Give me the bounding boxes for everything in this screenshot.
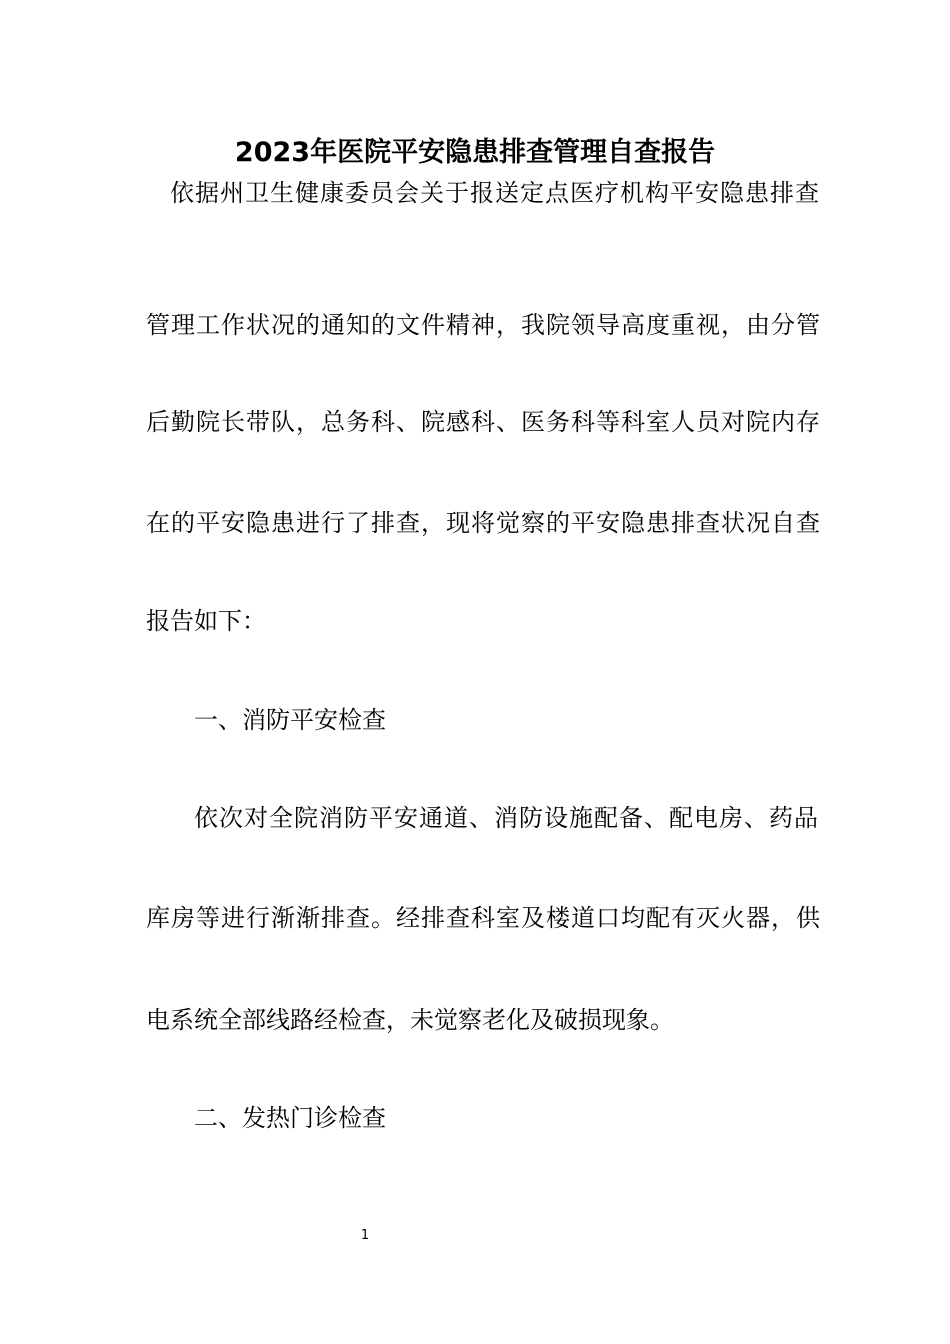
paragraph-line: 依据州卫生健康委员会关于报送定点医疗机构平安隐患排查 [170,179,820,207]
section-heading: 一、消防平安检查 [194,706,386,734]
paragraph-line: 电系统全部线路经检查，未觉察老化及破损现象。 [146,1006,674,1034]
paragraph-line: 管理工作状况的通知的文件精神，我院领导高度重视，由分管 [146,311,821,339]
section-heading: 二、发热门诊检查 [194,1104,386,1132]
paragraph-line: 报告如下： [146,607,266,635]
paragraph-line: 后勤院长带队，总务科、院感科、医务科等科室人员对院内存 [146,408,821,436]
paragraph-line: 依次对全院消防平安通道、消防设施配备、配电房、药品 [194,804,819,832]
paragraph-line: 库房等进行渐渐排查。经排查科室及楼道口均配有灭火器，供 [146,904,821,932]
document-title: 2023年医院平安隐患排查管理自查报告 [234,137,716,168]
page-number: 1 [360,1228,370,1243]
paragraph-line: 在的平安隐患进行了排查，现将觉察的平安隐患排查状况自查 [146,509,821,537]
